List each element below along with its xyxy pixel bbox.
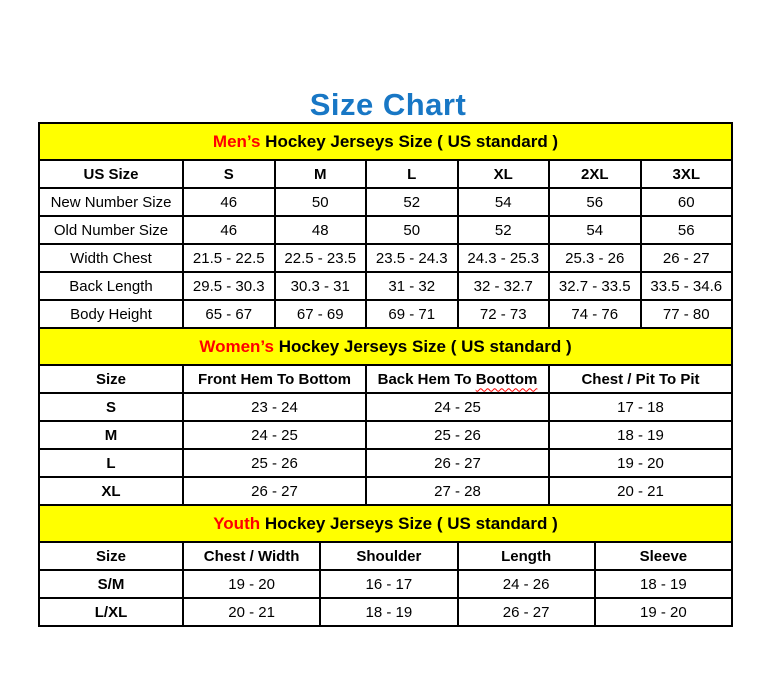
section-band-cell <box>39 328 732 365</box>
value-cell: 50 <box>275 188 367 216</box>
value-cell: 18 - 19 <box>549 421 732 449</box>
value-cell: 24 - 26 <box>458 570 595 598</box>
column-header-text: Back Hem To <box>377 370 476 388</box>
value-cell: 33.5 - 34.6 <box>641 272 733 300</box>
value-cell: 16 - 17 <box>320 570 457 598</box>
value-cell: 20 - 21 <box>549 477 732 505</box>
womens-size-table <box>38 327 733 506</box>
table-row <box>39 188 732 216</box>
section-band-cell <box>39 123 732 160</box>
value-cell: 26 - 27 <box>366 449 549 477</box>
value-cell: 52 <box>366 188 458 216</box>
value-cell: 48 <box>275 216 367 244</box>
value-cell: 25.3 - 26 <box>549 244 641 272</box>
section-accent-label: Men’s <box>212 131 261 151</box>
value-cell: 19 - 20 <box>183 570 320 598</box>
value-cell: 21.5 - 22.5 <box>183 244 275 272</box>
section-title-text: Hockey Jerseys Size ( US standard ) <box>273 336 572 356</box>
value-cell: 19 - 20 <box>595 598 732 626</box>
section-band-cell <box>39 505 732 542</box>
table-header-row <box>39 160 732 188</box>
column-header-cell: Length <box>458 542 595 570</box>
table-header-row <box>39 542 732 570</box>
section-band-womens <box>39 328 732 365</box>
column-header-cell: Chest / Pit To Pit <box>549 365 732 393</box>
column-header-cell: US Size <box>39 160 183 188</box>
value-cell: 26 - 27 <box>641 244 733 272</box>
row-label-cell: Back Length <box>39 272 183 300</box>
value-cell: 27 - 28 <box>366 477 549 505</box>
value-cell: 74 - 76 <box>549 300 641 328</box>
value-cell: 72 - 73 <box>458 300 550 328</box>
column-header-cell: 2XL <box>549 160 641 188</box>
value-cell: 31 - 32 <box>366 272 458 300</box>
value-cell: 65 - 67 <box>183 300 275 328</box>
row-label-cell: S <box>39 393 183 421</box>
table-row <box>39 570 732 598</box>
value-cell: 24.3 - 25.3 <box>458 244 550 272</box>
misspelled-word: Boottom <box>475 370 538 388</box>
value-cell: 32 - 32.7 <box>458 272 550 300</box>
table-row <box>39 244 732 272</box>
section-accent-label: Youth <box>213 513 261 533</box>
value-cell: 30.3 - 31 <box>275 272 367 300</box>
value-cell: 26 - 27 <box>183 477 366 505</box>
value-cell: 23 - 24 <box>183 393 366 421</box>
value-cell: 18 - 19 <box>320 598 457 626</box>
value-cell: 54 <box>458 188 550 216</box>
table-row <box>39 477 732 505</box>
page-title: Size Chart <box>309 86 467 122</box>
table-row <box>39 216 732 244</box>
value-cell: 56 <box>641 216 733 244</box>
row-label-cell: XL <box>39 477 183 505</box>
column-header-cell: Size <box>39 365 183 393</box>
table-row <box>39 272 732 300</box>
table-row <box>39 449 732 477</box>
table-header-row <box>39 365 732 393</box>
section-title-text: Hockey Jerseys Size ( US standard ) <box>260 513 558 533</box>
youth-size-table <box>38 504 733 627</box>
column-header-cell: 3XL <box>641 160 733 188</box>
column-header-cell: Front Hem To Bottom <box>183 365 366 393</box>
column-header-cell: Size <box>39 542 183 570</box>
row-label-cell: Width Chest <box>39 244 183 272</box>
value-cell: 67 - 69 <box>275 300 367 328</box>
section-title-text: Hockey Jerseys Size ( US standard ) <box>260 131 559 151</box>
value-cell: 18 - 19 <box>595 570 732 598</box>
column-header-cell: Sleeve <box>595 542 732 570</box>
column-header-cell: Chest / Width <box>183 542 320 570</box>
value-cell: 17 - 18 <box>549 393 732 421</box>
value-cell: 54 <box>549 216 641 244</box>
row-label-cell: S/M <box>39 570 183 598</box>
mens-size-table <box>38 122 733 329</box>
column-header-cell: XL <box>458 160 550 188</box>
value-cell: 52 <box>458 216 550 244</box>
column-header-cell: L <box>366 160 458 188</box>
value-cell: 50 <box>366 216 458 244</box>
value-cell: 24 - 25 <box>183 421 366 449</box>
row-label-cell: L/XL <box>39 598 183 626</box>
section-accent-label: Women’s <box>199 336 274 356</box>
value-cell: 23.5 - 24.3 <box>366 244 458 272</box>
value-cell: 69 - 71 <box>366 300 458 328</box>
value-cell: 19 - 20 <box>549 449 732 477</box>
value-cell: 25 - 26 <box>183 449 366 477</box>
column-header-cell: M <box>275 160 367 188</box>
column-header-cell <box>366 365 549 393</box>
value-cell: 26 - 27 <box>458 598 595 626</box>
value-cell: 60 <box>641 188 733 216</box>
row-label-cell: L <box>39 449 183 477</box>
row-label-cell: New Number Size <box>39 188 183 216</box>
value-cell: 77 - 80 <box>641 300 733 328</box>
table-row <box>39 421 732 449</box>
value-cell: 29.5 - 30.3 <box>183 272 275 300</box>
table-row <box>39 393 732 421</box>
value-cell: 22.5 - 23.5 <box>275 244 367 272</box>
section-band-mens <box>39 123 732 160</box>
section-band-youth <box>39 505 732 542</box>
table-row <box>39 300 732 328</box>
value-cell: 25 - 26 <box>366 421 549 449</box>
value-cell: 20 - 21 <box>183 598 320 626</box>
row-label-cell: M <box>39 421 183 449</box>
value-cell: 46 <box>183 188 275 216</box>
column-header-cell: S <box>183 160 275 188</box>
row-label-cell: Body Height <box>39 300 183 328</box>
column-header-cell: Shoulder <box>320 542 457 570</box>
value-cell: 32.7 - 33.5 <box>549 272 641 300</box>
value-cell: 46 <box>183 216 275 244</box>
value-cell: 24 - 25 <box>366 393 549 421</box>
value-cell: 56 <box>549 188 641 216</box>
table-row <box>39 598 732 626</box>
size-chart-container <box>38 122 733 627</box>
row-label-cell: Old Number Size <box>39 216 183 244</box>
